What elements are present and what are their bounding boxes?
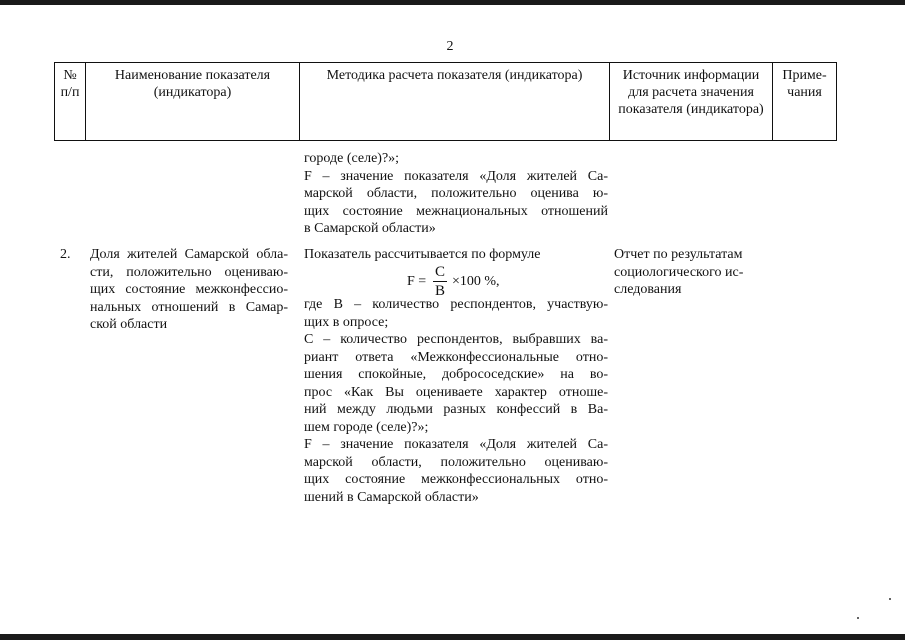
formula-numerator: C — [434, 264, 445, 280]
scan-speck — [857, 617, 859, 619]
text-line: ской области — [90, 317, 168, 332]
formula-lhs: F = — [407, 274, 427, 289]
header-col-notes: Приме-чания — [773, 63, 837, 141]
text-line: нальных отношений в Самар- — [90, 299, 288, 315]
header-col-source: Источник информации для расчета значения показателя (индикатора) — [610, 63, 773, 141]
information-source — [614, 246, 770, 299]
formula-fraction — [433, 264, 447, 299]
page-number: 2 — [446, 39, 454, 54]
text-line: ний между людьми разных конфессий в Ва- — [304, 402, 608, 417]
row-number: 2. — [60, 247, 71, 262]
text-line: щих в опросе; — [304, 314, 389, 330]
text-line: C – количество респондентов, выбравших ва- — [304, 332, 608, 347]
text-line: сти, положительно оцениваю- — [90, 264, 288, 280]
scan-speck — [889, 598, 891, 600]
method-description — [304, 296, 608, 506]
text-line: марской области, положительно оцениваю- — [304, 454, 608, 470]
header-col-number: № п/п — [55, 63, 86, 141]
text-line: в Самарской области» — [304, 221, 436, 236]
formula-denominator: B — [434, 283, 445, 299]
text-line: марской области, положительно оценива ю- — [304, 186, 608, 201]
text-line: F – значение показателя «Доля жителей Са- — [304, 168, 608, 184]
text-line: шений в Самарской области» — [304, 489, 479, 505]
text-line: следования — [614, 282, 682, 297]
text-line: социологического ис- — [614, 264, 744, 280]
text-line: прос «Как Вы оцениваете характер отноше- — [304, 384, 608, 400]
text-line: риант ответа «Межконфессиональные отно- — [304, 349, 608, 365]
text-line: щих состояние межконфессиональных отно- — [304, 472, 608, 487]
method-intro: Показатель рассчитывается по формуле — [304, 247, 541, 262]
top-border-bar — [0, 0, 905, 5]
header-row — [55, 63, 837, 141]
formula-rhs: ×100 %, — [452, 274, 500, 289]
text-line: F – значение показателя «Доля жителей Са- — [304, 437, 608, 452]
continued-method-text — [304, 150, 608, 238]
indicator-name — [90, 246, 288, 334]
text-line: шем городе (селе)?»; — [304, 419, 429, 435]
text-line: Доля жителей Самарской обла- — [90, 247, 288, 262]
fraction-bar — [433, 281, 447, 282]
text-line: щих состояние межнациональных отношений — [304, 203, 608, 219]
text-line: где B – количество респондентов, участвую- — [304, 297, 608, 312]
header-col-name: Наименование показателя (индикатора) — [86, 63, 300, 141]
text-line: щих состояние межконфессио- — [90, 282, 288, 297]
text-line: городе (селе)?»; — [304, 151, 400, 166]
bottom-border-bar — [0, 634, 905, 640]
text-line: Отчет по результатам — [614, 247, 743, 262]
table-header — [54, 62, 837, 141]
text-line: шения спокойные, добрососедские» на во- — [304, 367, 608, 382]
header-col-method: Методика расчета показателя (индикатора) — [300, 63, 610, 141]
